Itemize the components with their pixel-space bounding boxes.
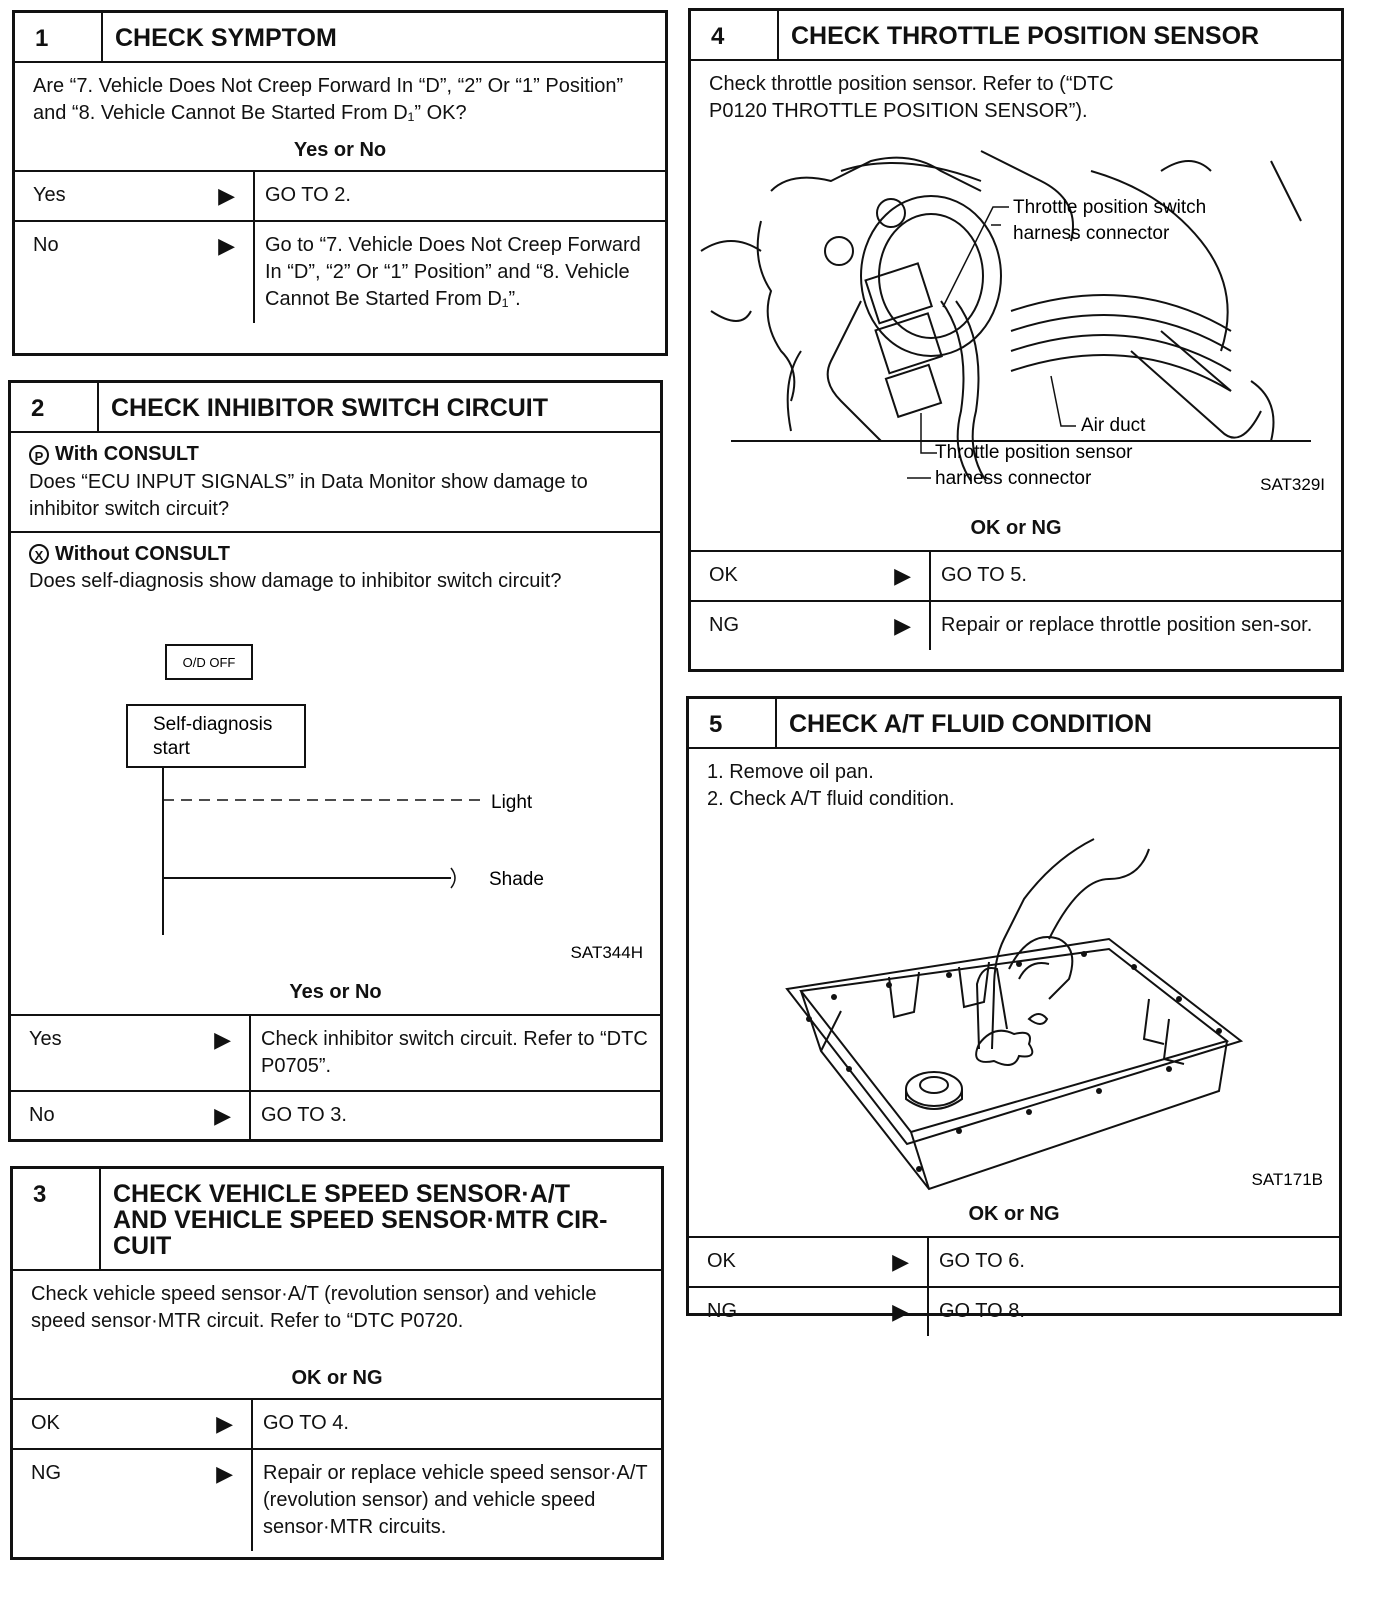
throttle-sensor-figure xyxy=(691,131,1341,511)
step-1-header xyxy=(15,13,665,63)
step-4-box xyxy=(688,8,1344,672)
step-1-row-no xyxy=(15,220,665,323)
answer-label: Yes xyxy=(33,184,66,206)
self-diagnosis-diagram xyxy=(11,595,660,975)
step-3-header xyxy=(13,1169,661,1271)
without-consult-section xyxy=(11,533,660,596)
answer-label: Yes xyxy=(29,1028,62,1050)
instruction-2: 2. Check A/T fluid condition. xyxy=(707,788,955,810)
od-off-label: O/D OFF xyxy=(182,655,236,670)
consult-icon: P xyxy=(29,445,49,465)
arrow-right-icon: ▶ xyxy=(218,233,235,258)
figure-code: SAT171B xyxy=(1251,1170,1323,1189)
no-consult-icon: X xyxy=(29,544,49,564)
answer-result: Go to “7. Vehicle Does Not Creep Forward In “D”, “2” Or “1” Position” and “8. Vehicle Cannot Be Started From D₁”. xyxy=(265,234,641,310)
step-3-row-ng xyxy=(13,1448,661,1551)
answer-label: NG xyxy=(707,1300,737,1322)
fluid-check-figure xyxy=(689,819,1339,1199)
step-number: 2 xyxy=(11,383,99,431)
answer-label: NG xyxy=(31,1462,61,1484)
arrow-right-icon: ▶ xyxy=(216,1461,233,1486)
air-duct-label: Air duct xyxy=(1081,415,1146,436)
without-consult-label: Without CONSULT xyxy=(55,542,230,565)
arrow-right-icon: ▶ xyxy=(892,1249,909,1274)
figure-code: SAT344H xyxy=(570,943,643,962)
answer-result: GO TO 3. xyxy=(261,1104,347,1126)
answer-result: GO TO 8. xyxy=(939,1300,1025,1322)
without-consult-text: Does self-diagnosis show damage to inhibitor switch circuit? xyxy=(29,570,562,592)
step-5-header xyxy=(689,699,1339,749)
answer-label: No xyxy=(33,234,59,256)
step-2-header xyxy=(11,383,660,433)
step-1-row-yes xyxy=(15,170,665,220)
step-3-row-ok xyxy=(13,1398,661,1448)
with-consult-label: With CONSULT xyxy=(55,443,199,465)
answer-label: NG xyxy=(709,614,739,636)
step-2-box xyxy=(8,380,663,1142)
answer-result: GO TO 4. xyxy=(263,1412,349,1434)
step-2-question: Yes or No xyxy=(289,981,382,1003)
step-title: CHECK A/T FLUID CONDITION xyxy=(789,710,1152,738)
step-number: 3 xyxy=(13,1169,101,1269)
arrow-right-icon: ▶ xyxy=(894,613,911,638)
step-1-question: Yes or No xyxy=(293,139,387,161)
self-diagnosis-start-line1: Self-diagnosis xyxy=(153,714,273,735)
step-title: CHECK SYMPTOM xyxy=(115,24,337,52)
step-2-row-no xyxy=(11,1090,660,1140)
step-number: 4 xyxy=(691,11,779,59)
answer-label: OK xyxy=(707,1250,736,1272)
with-consult-text: Does “ECU INPUT SIGNALS” in Data Monitor show damage to inhibitor switch circuit? xyxy=(29,470,588,520)
self-diagnosis-start-line2: start xyxy=(153,738,190,759)
answer-result: Check inhibitor switch circuit. Refer to “DTC P0705”. xyxy=(261,1028,648,1077)
step-4-text: Check throttle position sensor. Refer to (“DTC P0120 THROTTLE POSITION SENSOR”). xyxy=(709,73,1114,122)
light-label: Light xyxy=(491,792,533,813)
step-5-row-ng xyxy=(689,1286,1339,1336)
answer-result: GO TO 6. xyxy=(939,1250,1025,1272)
answer-label: OK xyxy=(709,564,738,586)
switch-connector-label-1: Throttle position switch xyxy=(1013,197,1207,218)
arrow-right-icon: ▶ xyxy=(218,183,235,208)
answer-result: GO TO 5. xyxy=(941,564,1027,586)
step-4-question: OK or NG xyxy=(970,517,1062,539)
answer-label: No xyxy=(29,1104,55,1126)
step-5-row-ok xyxy=(689,1236,1339,1286)
sensor-connector-label-1: Throttle position sensor xyxy=(935,442,1133,463)
sensor-connector-label-2: harness connector xyxy=(935,468,1092,489)
shade-label: Shade xyxy=(489,869,544,890)
switch-connector-label-2: harness connector xyxy=(1013,223,1170,244)
step-2-row-yes xyxy=(11,1014,660,1090)
step-5-text xyxy=(689,749,1339,819)
step-3-text: Check vehicle speed sensor·A/T (revolution sensor) and vehicle speed sensor·MTR circuit. Refer to “DTC P0720. xyxy=(31,1283,597,1332)
step-4-row-ng xyxy=(691,600,1341,650)
with-consult-section xyxy=(11,433,660,533)
answer-result: GO TO 2. xyxy=(265,184,351,206)
figure-code: SAT329I xyxy=(1260,475,1325,494)
step-4-header xyxy=(691,11,1341,61)
answer-label: OK xyxy=(31,1412,60,1434)
answer-result: Repair or replace vehicle speed sensor·A/T (revolution sensor) and vehicle speed sensor·MTR circuits. xyxy=(263,1462,648,1538)
step-number: 5 xyxy=(689,699,777,747)
answer-result: Repair or replace throttle position sen-sor. xyxy=(941,614,1313,636)
step-number: 1 xyxy=(15,13,103,61)
arrow-right-icon: ▶ xyxy=(214,1027,231,1052)
step-3-question: OK or NG xyxy=(291,1367,383,1389)
instruction-1: 1. Remove oil pan. xyxy=(707,761,874,783)
arrow-right-icon: ▶ xyxy=(216,1411,233,1436)
arrow-right-icon: ▶ xyxy=(894,563,911,588)
arrow-right-icon: ▶ xyxy=(214,1103,231,1128)
step-5-box xyxy=(686,696,1342,1324)
step-1-box xyxy=(12,10,668,356)
step-1-text: Are “7. Vehicle Does Not Creep Forward In “D”, “2” Or “1” Position” and “8. Vehicle Cannot Be Started From D₁” OK? xyxy=(33,75,624,124)
step-title: CHECK THROTTLE POSITION SENSOR xyxy=(791,22,1260,50)
step-5-question: OK or NG xyxy=(968,1203,1060,1225)
step-3-box xyxy=(10,1166,664,1560)
step-4-row-ok xyxy=(691,550,1341,600)
arrow-right-icon: ▶ xyxy=(892,1299,909,1324)
step-title: CHECK VEHICLE SPEED SENSOR·A/T AND VEHICLE SPEED SENSOR·MTR CIR-CUIT xyxy=(113,1180,608,1260)
step-title: CHECK INHIBITOR SWITCH CIRCUIT xyxy=(111,394,549,422)
